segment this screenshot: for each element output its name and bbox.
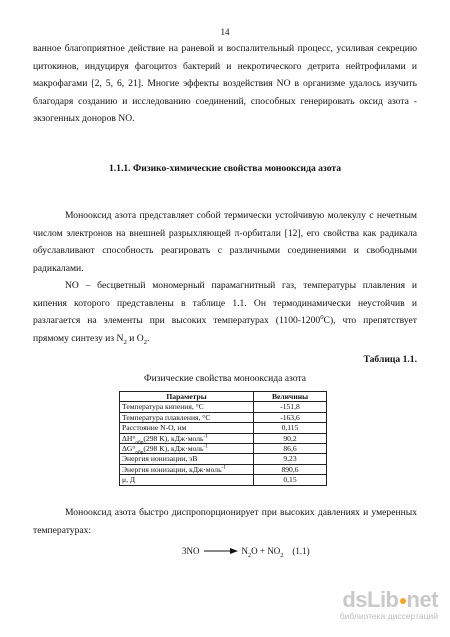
param-cell: Энергия ионизации, эВ: [120, 454, 254, 464]
value-cell: -163,6: [254, 412, 327, 422]
o2-sub: 2: [143, 338, 148, 346]
param-sup: -1: [203, 433, 208, 440]
gas-text-d: .: [147, 332, 150, 344]
param-cell: [120, 433, 254, 446]
value-cell: -151,8: [254, 402, 327, 412]
param-part: ΔH°: [122, 433, 136, 443]
value-cell: 86,6: [254, 444, 327, 454]
body-section: [33, 207, 417, 347]
value-cell: 90,2: [254, 433, 327, 443]
table-caption: Физические свойства монооксида азота: [143, 373, 306, 384]
watermark-logo: [334, 587, 438, 625]
param-part: Энергия ионизации, кДж·моль: [122, 464, 222, 474]
watermark-subtitle: библиотека диссертаций: [339, 611, 438, 621]
gas-text-b: С), что препятствует прямому синтезу из N: [33, 315, 417, 344]
paragraph-gas: [33, 277, 417, 347]
table-label: Таблица 1.1.: [363, 354, 417, 365]
brand-part: dsLib: [342, 587, 399, 612]
param-part: ΔG°: [122, 444, 136, 454]
section-heading: 1.1.1. Физико-химические свойства монооксида азота: [108, 163, 342, 174]
brand-part: net: [406, 587, 438, 612]
header-params: Параметры: [120, 392, 254, 402]
equation-left: 3NO: [182, 546, 200, 556]
equation-right: [241, 546, 284, 559]
value-cell: 9,23: [254, 454, 327, 464]
param-cell: [120, 464, 254, 474]
eq-part: O + NO: [251, 546, 281, 556]
table-row: [120, 454, 327, 464]
intro-paragraph: [33, 40, 417, 128]
table-row: [120, 402, 327, 412]
param-sub: обр: [135, 439, 144, 446]
table-row: [120, 464, 327, 474]
eq-sub: 2: [280, 551, 284, 559]
eq-sub: 2: [248, 551, 252, 559]
param-sup: -1: [221, 464, 226, 471]
value-cell: 890,6: [254, 464, 327, 474]
param-part: (298 K), кДж·моль: [143, 444, 204, 454]
disproportionation-section: [33, 504, 417, 539]
right-arrow-icon: [203, 547, 239, 555]
value-cell: 0,115: [254, 423, 327, 433]
intro-text: ванное благоприятное действие на раневой и воспалительный процесс, усиливая секрецию цитокинов, индуцируя фагоцитоз бактерий и некротического детрита нейтрофилами и макрофагами [2, 5, 6, 21]. Многие эффекты воздействия NO в организме удалось изучить благодаря созданию и исследованию соединений, способных генерировать оксид азота - экзогенных доноров NO.: [33, 43, 417, 124]
gas-text-a: NO – бесцветный мономерный парамагнитный газ, температуры плавления и кипения которого представлены в таблице 1.1. Он термодинамически неустойчив и разлагается на элементы при высоких температурах (1100-1200: [33, 280, 417, 326]
value-cell: 0,15: [254, 475, 327, 485]
param-cell: [120, 444, 254, 454]
param-cell: Температура кипения, °С: [120, 402, 254, 412]
param-sub: обр: [135, 449, 144, 456]
table-header-row: [120, 392, 327, 402]
header-values: Величины: [254, 392, 327, 402]
param-cell: Температура плавления, °С: [120, 412, 254, 422]
table-row: [120, 475, 327, 485]
page-number: 14: [220, 27, 230, 37]
paragraph-molecule: Монооксид азота представляет собой термически устойчивую молекулу с нечетным числом электронов на внешней разрыхляющей π-орбитали [12], его свойства как радикала обуславливают способность реагировать с различными соединениями и свободными радикалами.: [33, 210, 417, 274]
table-row: [120, 412, 327, 422]
equation-number: (1.1): [292, 546, 310, 556]
param-cell: Расстояние N-O, нм: [120, 423, 254, 433]
param-cell: μ, Д: [120, 475, 254, 485]
reaction-equation: [182, 546, 310, 559]
table-row: [120, 433, 327, 443]
param-part: (298 K), кДж·моль: [143, 433, 204, 443]
table-row: [120, 444, 327, 454]
properties-table: [119, 391, 327, 486]
paragraph-disproportionation: Монооксид азота быстро диспропорционирует при высоких давлениях и умеренных температурах:: [33, 507, 417, 536]
param-sup: -1: [203, 443, 208, 450]
degree-sup: 0: [320, 313, 324, 321]
table-row: [120, 423, 327, 433]
brand-dot-icon: [400, 598, 406, 604]
eq-part: N: [241, 546, 248, 556]
watermark-brand: [342, 587, 438, 613]
n2-sub: 2: [123, 338, 127, 346]
gas-text-c: и O: [126, 332, 144, 344]
